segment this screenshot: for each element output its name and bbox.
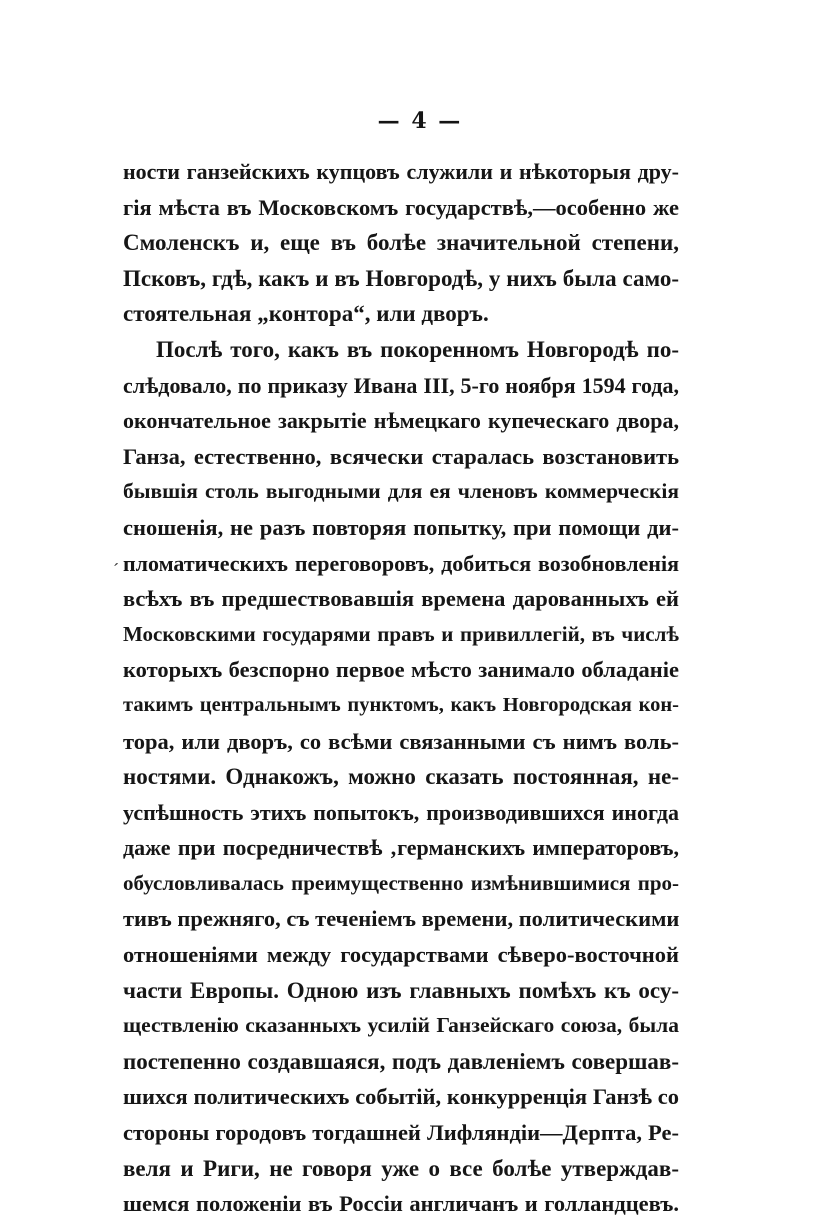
text-line: ности ганзейскихъ купцовъ служили и нѣкоторыя дру- [123,159,679,184]
text-line: Московскими государями правъ и привиллегій, въ числѣ [123,621,679,646]
text-line: постепенно создавшаяся, подъ давленіемъ совершав- [123,1048,679,1074]
text-line: ностями. Однакожъ, можно сказать постоянная, не- [123,764,679,790]
text-line: части Европы. Одною изъ главныхъ помѣхъ къ осу- [123,977,679,1003]
text-line: слѣдовало, по приказу Ивана III, 5-го ноября 1594 года, [123,372,679,398]
text-line: бывшія столь выгодными для ея членовъ коммерческія [123,479,679,504]
text-line: которыхъ безспорно первое мѣсто занимало обладаніе [123,657,679,683]
text-line: такимъ центральнымъ пунктомъ, какъ Новгородская кон- [123,693,679,716]
text-line: тора, или дворъ, со всѣми связанными съ нимъ воль- [123,728,679,754]
text-line: ществленію сказанныхъ усилій Ганзейскаго союза, была [123,1013,679,1038]
text-line: обусловливалась преимущественно измѣнившимися про- [123,870,679,895]
text-line: Псковъ, гдѣ, какъ и въ Новгородѣ, у нихъ была само- [123,265,679,291]
text-line: даже при посредничествѣ ‚германскихъ императоровъ, [123,835,679,861]
page-number: — 4 — [377,108,463,134]
text-line: тивъ прежняго, съ теченіемъ времени, политическими [123,906,680,932]
margin-mark: ´ [113,560,119,580]
text-line: окончательное закрытіе нѣмецкаго купеческаго двора, [123,408,679,434]
text-line: веля и Риги, не говоря уже о все болѣе утверждав- [123,1155,679,1181]
paragraph-start-line: Послѣ того, какъ въ покоренномъ Новгородѣ по- [156,336,679,362]
text-line: Ганза, естественно, всячески старалась возстановить [123,443,679,469]
text-line: стоятельная „контора“, или дворъ. [123,301,489,327]
text-line: пломатическихъ переговоровъ, добиться возобновленія [123,550,679,576]
text-line: сношенія, не разъ повторяя попытку, при помощи ди- [123,514,679,540]
text-line: Смоленскъ и, еще въ болѣе значительной степени, [123,230,679,256]
text-line: отношеніями между государствами сѣверо-восточной [123,942,679,968]
text-line: гія мѣста въ Московскомъ государствѣ,—особенно же [123,194,679,220]
text-line: шемся положеніи въ Россіи англичанъ и голландцевъ. [123,1191,679,1217]
text-line: всѣхъ въ предшествовавшія времена дарованныхъ ей [123,586,679,612]
text-line: стороны городовъ тогдашней Лифляндіи—Дерпта, Ре- [123,1120,679,1146]
text-line: успѣшность этихъ попытокъ, производившихся иногда [123,799,679,825]
text-line: шихся политическихъ событій, конкурренція Ганзѣ со [123,1084,679,1110]
body-text [123,154,679,1222]
